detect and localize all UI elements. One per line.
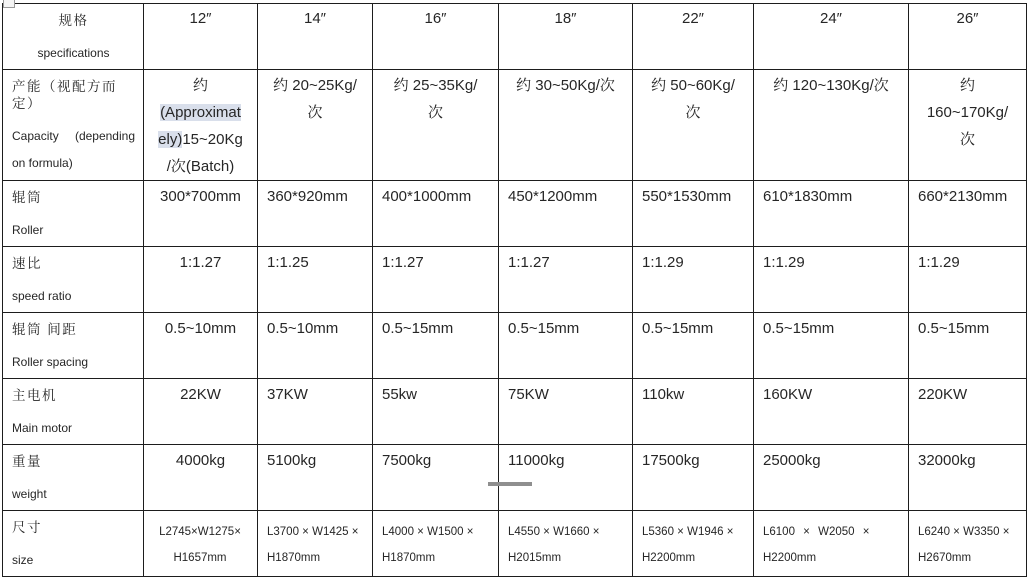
- label-capacity-zh: 产能（视配方而定）: [12, 79, 117, 111]
- cell-size-26: L6240 × W3350 × H2670mm: [909, 511, 1027, 577]
- cell-speed-ratio-14: 1:1.25: [258, 247, 373, 313]
- horizontal-scrollbar-thumb[interactable]: [488, 482, 532, 486]
- cell-main-motor-16: 55kw: [373, 379, 499, 445]
- label-weight: [3, 445, 144, 511]
- cell-speed-ratio-22: 1:1.29: [633, 247, 754, 313]
- label-specifications-en: specifications: [37, 46, 110, 60]
- size-row: [3, 511, 1027, 577]
- cell-weight-22: 17500kg: [633, 445, 754, 511]
- cell-capacity-18: 约 30~50Kg/次: [499, 70, 633, 181]
- weight-row: [3, 445, 1027, 511]
- label-main-motor-en: Main motor: [12, 421, 73, 435]
- cell-roller-24: 610*1830mm: [754, 181, 909, 247]
- cell-roller-18: 450*1200mm: [499, 181, 633, 247]
- cell-roller-12: 300*700mm: [144, 181, 258, 247]
- label-roller: [3, 181, 144, 247]
- table-move-handle[interactable]: [3, 0, 15, 8]
- cell-main-motor-26: 220KW: [909, 379, 1027, 445]
- label-main-motor-zh: 主电机: [12, 388, 57, 403]
- cell-roller-spacing-12: 0.5~10mm: [144, 313, 258, 379]
- cell-main-motor-14: 37KW: [258, 379, 373, 445]
- label-roller-zh: 辊筒: [12, 190, 42, 205]
- roller-row: [3, 181, 1027, 247]
- label-size: [3, 511, 144, 577]
- cell-speed-ratio-12: 1:1.27: [144, 247, 258, 313]
- label-speed-ratio: [3, 247, 144, 313]
- col-header-24: 24″: [754, 4, 909, 70]
- cell-size-22: L5360 × W1946 × H2200mm: [633, 511, 754, 577]
- cell-main-motor-22: 110kw: [633, 379, 754, 445]
- cell-speed-ratio-16: 1:1.27: [373, 247, 499, 313]
- cell-roller-spacing-22: 0.5~15mm: [633, 313, 754, 379]
- approximately-highlight: (Approximat: [160, 104, 241, 121]
- cell-weight-14: 5100kg: [258, 445, 373, 511]
- label-speed-ratio-en: speed ratio: [12, 289, 72, 303]
- cell-capacity-12: 约 (Approximat ely)15~20Kg /次(Batch): [144, 70, 258, 181]
- cell-roller-26: 660*2130mm: [909, 181, 1027, 247]
- spec-table: [2, 3, 1027, 577]
- cell-speed-ratio-18: 1:1.27: [499, 247, 633, 313]
- roller-spacing-row: [3, 313, 1027, 379]
- cell-size-18: L4550 × W1660 × H2015mm: [499, 511, 633, 577]
- label-size-zh: 尺寸: [12, 520, 42, 535]
- cell-capacity-24: 约 120~130Kg/次: [754, 70, 909, 181]
- cell-main-motor-24: 160KW: [754, 379, 909, 445]
- label-roller-spacing-zh: 辊筒 间距: [12, 322, 78, 337]
- capacity-row: [3, 70, 1027, 181]
- label-capacity-en: Capacity (depending on formula): [12, 129, 135, 170]
- cell-roller-spacing-14: 0.5~10mm: [258, 313, 373, 379]
- cell-roller-14: 360*920mm: [258, 181, 373, 247]
- cell-size-12: L2745×W1275× H1657mm: [144, 511, 258, 577]
- cell-weight-26: 32000kg: [909, 445, 1027, 511]
- col-header-26: 26″: [909, 4, 1027, 70]
- cell-roller-spacing-18: 0.5~15mm: [499, 313, 633, 379]
- cell-weight-12: 4000kg: [144, 445, 258, 511]
- col-header-22: 22″: [633, 4, 754, 70]
- main-motor-row: [3, 379, 1027, 445]
- label-roller-spacing-en: Roller spacing: [12, 355, 89, 369]
- cell-roller-16: 400*1000mm: [373, 181, 499, 247]
- approximately-highlight: ely): [158, 131, 183, 148]
- cell-weight-18: 11000kg: [499, 445, 633, 511]
- cell-capacity-14: 约 20~25Kg/ 次: [258, 70, 373, 181]
- speed-ratio-row: [3, 247, 1027, 313]
- label-specifications-zh: 规格: [58, 13, 89, 28]
- cell-size-14: L3700 × W1425 × H1870mm: [258, 511, 373, 577]
- cell-main-motor-18: 75KW: [499, 379, 633, 445]
- label-size-en: size: [12, 553, 34, 567]
- cell-speed-ratio-26: 1:1.29: [909, 247, 1027, 313]
- cell-roller-spacing-16: 0.5~15mm: [373, 313, 499, 379]
- label-specifications: [3, 4, 144, 70]
- cell-capacity-16: 约 25~35Kg/ 次: [373, 70, 499, 181]
- cell-weight-16: 7500kg: [373, 445, 499, 511]
- col-header-18: 18″: [499, 4, 633, 70]
- cell-speed-ratio-24: 1:1.29: [754, 247, 909, 313]
- cell-size-24: L6100 × W2050 × H2200mm: [754, 511, 909, 577]
- header-row: [3, 4, 1027, 70]
- cell-roller-spacing-24: 0.5~15mm: [754, 313, 909, 379]
- cell-size-16: L4000 × W1500 × H1870mm: [373, 511, 499, 577]
- label-speed-ratio-zh: 速比: [12, 256, 42, 271]
- cell-roller-spacing-26: 0.5~15mm: [909, 313, 1027, 379]
- label-capacity: [3, 70, 144, 181]
- col-header-16: 16″: [373, 4, 499, 70]
- col-header-14: 14″: [258, 4, 373, 70]
- label-main-motor: [3, 379, 144, 445]
- col-header-12: 12″: [144, 4, 258, 70]
- cell-weight-24: 25000kg: [754, 445, 909, 511]
- label-roller-spacing: [3, 313, 144, 379]
- cell-roller-22: 550*1530mm: [633, 181, 754, 247]
- cell-capacity-22: 约 50~60Kg/ 次: [633, 70, 754, 181]
- label-weight-zh: 重量: [12, 454, 42, 469]
- cell-main-motor-12: 22KW: [144, 379, 258, 445]
- cell-capacity-26: 约 160~170Kg/ 次: [909, 70, 1027, 181]
- label-roller-en: Roller: [12, 223, 44, 237]
- label-weight-en: weight: [12, 487, 47, 501]
